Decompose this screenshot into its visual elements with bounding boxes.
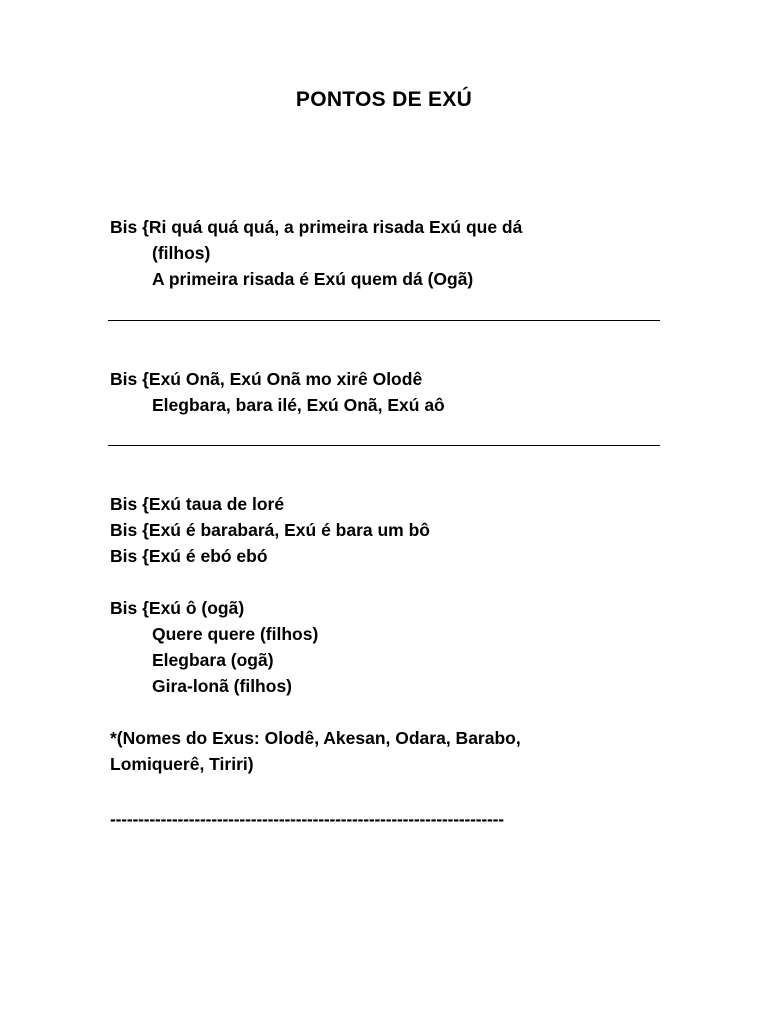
verse-line: Bis {Exú ô (ogã)	[110, 598, 245, 618]
verse-line: Bis {Exú é barabará, Exú é bara um bô	[110, 520, 430, 540]
horizontal-rule	[108, 445, 660, 446]
verse-line: Elegbara (ogã)	[152, 650, 274, 670]
note-line: *(Nomes do Exus: Olodê, Akesan, Odara, Barabo,	[110, 728, 521, 748]
verse-line: Bis {Exú Onã, Exú Onã mo xirê Olodê	[110, 369, 423, 389]
verse-line: Bis {Exú taua de loré	[110, 494, 285, 514]
horizontal-rule	[108, 320, 660, 321]
verse-line: (filhos)	[152, 243, 211, 263]
verse-line: Elegbara, bara ilé, Exú Onã, Exú aô	[152, 395, 445, 415]
verse-line: A primeira risada é Exú quem dá (Ogã)	[152, 269, 474, 289]
note-line: Lomiquerê, Tiriri)	[110, 754, 254, 774]
dashed-separator: ----------------------------------------------------------------------	[110, 809, 504, 829]
document-title: PONTOS DE EXÚ	[295, 88, 473, 111]
verse-line: Bis {Exú é ebó ebó	[110, 546, 268, 566]
verse-line: Bis {Ri quá quá quá, a primeira risada Exú que dá	[110, 217, 523, 237]
verse-line: Gira-lonã (filhos)	[152, 676, 292, 696]
verse-line: Quere quere (filhos)	[152, 624, 319, 644]
